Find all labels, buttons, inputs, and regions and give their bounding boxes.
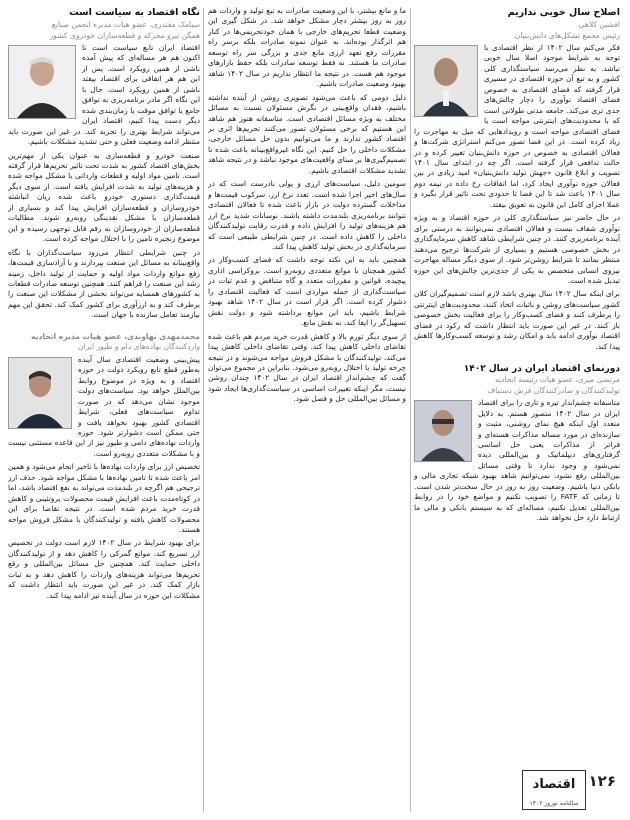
author-photo: [8, 357, 72, 429]
left-column: [8, 6, 200, 814]
article-paragraph: از سوی دیگر تورم بالا و کاهش قدرت خرید مردم هم باعث شده تقاضای داخلی کاهش پیدا کند. وقتی تقاضای داخلی کاهش پیدا می‌کند، تولیدکنندگان با مشکل فروش مواجه می‌شوند و در نتیجه چرخه تولید با اختلال روبه‌رو می‌شود. بنابراین در مجموع می‌توان گفت که چشم‌انداز اقتصاد ایران در سال ۱۴۰۲ چندان روشن نیست، مگر اینکه تغییرات اساسی در سیاست‌گذاری‌ها ایجاد شود و مسائل بین‌المللی حل و فصل شود.: [208, 331, 406, 404]
article-paragraph: در چنین شرایطی انتظار می‌رود سیاست‌گذاران با نگاه واقع‌بینانه به مسائل این صنعت بپردازند و با آزادسازی قیمت‌ها، رفع موانع واردات مواد اولیه و حمایت از تولید داخل، زمینه رشد این صنعت را فراهم کنند. همچنین توسعه صادرات قطعات به کشورهای همسایه می‌تواند بخشی از مشکلات این صنعت را برطرف کند و به ارزآوری برای کشور کمک کند. تحقق این مهم نیازمند تعامل سازنده با جهان است.: [8, 247, 200, 320]
article-affiliation: تولیدکنندگان و صادرکنندگان فرش دستباف: [487, 385, 620, 395]
portrait-image: [9, 46, 75, 118]
article-author: افشین کلاهی: [578, 20, 620, 29]
article-paragraph: همچنین باید به این نکته توجه داشت که فضای کسب‌وکار در کشور همچنان با موانع متعددی روبه‌رو است. بروکراسی اداری پیچیده، قوانین و مقررات متعدد و گاه متناقض و عدم ثبات در سیاست‌گذاری از جمله مواردی است که فعالیت اقتصادی را دشوار کرده است. اگر قرار است در سال ۱۴۰۲ شاهد بهبود شرایط باشیم، باید این موانع برداشته شود و دولت نقش تسهیل‌گر را ایفا کند، نه نقش مانع.: [208, 255, 406, 328]
article-author: سیامک مقتدری، عضو هیات مدیره انجمن صنایع: [51, 20, 200, 29]
page-footer: [414, 768, 620, 814]
author-photo: [414, 45, 478, 117]
article-paragraph: برای بهبود شرایط در سال ۱۴۰۲ لازم است دولت در تخصیص ارز تسریع کند، موانع گمرکی را کاهش دهد و از تولیدکنندگان داخلی حمایت کند. همچنین حل مسائل بین‌المللی و رفع تحریم‌ها می‌تواند هزینه‌های واردات را کاهش دهد و به ثبات بازار کمک کند. در غیر این صورت باید انتظار داشت که مشکلات این حوزه در سال آینده نیز ادامه پیدا کند.: [8, 538, 200, 600]
article-paragraph: متاسفانه چشم‌انداز تیره و تاری را برای اقتصاد ایران در سال ۱۴۰۲ متصور هستم. به دلایل متعدد اول اینکه هیچ نمای روشنی، مثبت و سازنده‌ای در مورد مساله مذاکرات هسته‌ای و فراتر از مذاکرات یعنی حل اساسی گرفتاری‌های دیپلماتیک و بین‌المللی دیده نمی‌شود و وجود ندارد تا وقتی مسائل بین‌المللی رفع نشود، نمی‌توانیم شاهد بهبود شبکه تجاری مالی و بانکی دنیا باشیم. وضعیت روز به روز در حال سخت‌تر شدن است. تا زمانی که FATF را تصویب نکنیم و مواضع خود را در روابط بین‌المللی تعدیل نکنیم، مساله‌ای که به سیستم بانکی و مالی ما ارتباط دارد حل نخواهد شد.: [414, 398, 620, 523]
article-paragraph: دلیل دومی که باعث می‌شود تصویری روشن از آینده نداشته باشیم، فقدان واقع‌بینی در نگرش مسئولان نسبت به مسائل مختلف به ویژه مسائل اقتصادی است. متاسفانه هنوز هم شاهد این هستیم که برخی مسئولان تصور می‌کنند تحریم‌ها اثری بر اقتصاد کشور ندارند و ما می‌توانیم بدون حل مسائل خارجی، مشکلات داخلی را حل کنیم. این نگاه غیرواقع‌بینانه باعث شده تا تصمیم‌گیری‌ها بر مبنای واقعیت‌های موجود نباشد و در نتیجه شاهد تشدید مشکلات اقتصادی باشیم.: [208, 92, 406, 175]
page-number: ۱۲۶: [588, 772, 616, 790]
article-paragraph: برای اینکه سال ۱۴۰۲ سال بهتری باشد لازم است تصمیم‌گیران کلان کشور سیاست‌های روشن و باثبات اتخاذ کنند، محدودیت‌های اینترنتی را برطرف کنند و فضای کسب‌وکار را برای فعالیت بخش خصوصی باز کنند. در غیر این صورت باید انتظار داشت که رکود در فضای اقتصاد نوآوری ادامه یابد و امکان رشد و توسعه کسب‌وکارها کاهش پیدا کند.: [414, 289, 620, 351]
article-affiliation: رئیس مجمع تشکل‌های دانش‌بنیان: [514, 30, 620, 40]
article-title: دورنمای اقتصاد ایران در سال ۱۴۰۲: [463, 364, 620, 375]
article-paragraph: صنعت خودرو و قطعه‌سازی به عنوان یکی از مهم‌ترین بخش‌های اقتصاد کشور به شدت تحت تاثیر تحریم‌ها قرار گرفته است. تامین مواد اولیه و قطعات وارداتی با مشکل مواجه شده و هزینه‌های تولید به شدت افزایش یافته است. از سوی دیگر قیمت‌گذاری دستوری خودرو باعث شده زیان انباشته خودروسازان و قطعه‌سازان افزایش پیدا کند و بسیاری از قطعه‌سازان با مشکل نقدینگی روبه‌رو شوند. مطالبات قطعه‌سازان از خودروسازان به رقم قابل توجهی رسیده و این موضوع زنجیره تامین را با اختلال مواجه کرده است.: [8, 150, 200, 244]
author-photo: [8, 45, 76, 119]
portrait-image: [415, 401, 471, 461]
article-paragraph: در حال حاضر نیز سیاستگذاری کلی در حوزه اقتصاد و به ویژه نوآوری شفاف نیست و فعالان اقتصادی نمی‌توانند به درستی برای آینده برنامه‌ریزی کنند. در چنین شرایطی شاهد کاهش سرمایه‌گذاری در بخش خصوصی هستیم و بسیاری از شرکت‌ها ترجیح می‌دهند منتظر بمانند تا شرایط روشن‌تر شود. از سوی دیگر مساله مهاجرت نیروی انسانی متخصص به یکی از جدی‌ترین چالش‌های این حوزه تبدیل شده است.: [414, 213, 620, 285]
logo-text: اقتصاد: [532, 777, 576, 792]
article-author: مرتضی میری، عضو هیات رئیسه اتحادیه: [494, 375, 620, 385]
article-affiliation: همگن نیرو محرکه و قطعه‌سازان خودروی کشور: [49, 30, 200, 40]
article-paragraph: ما و مانع بیشتر، با این وضعیت صادرات به تبع تولید و واردات هم روز به روز بیشتر دچار مشکل خواهد شد. در شکل گیری این وضعیت قطعا تحریم‌های خارجی با همان خودتحریمی‌ها در کنار هم اثرگذار بوده‌اند. به عنوان نمونه صادرات بلکه برسر راه مقررات رفع تعهد ارزی مانع جدی و بزرگی سر راه توسعه صادرات ما هستند. نه فقط توسعه صادرات بلکه حفظ بازارهای موجود هم هست. در نتیجه ما انتظار نداریم در سال ۱۴۰۲ شاهد بهبود وضعیت صادرات باشیم.: [208, 6, 406, 89]
author-photo: [414, 400, 472, 462]
article-title: نگاه اقتصاد به سیاست است: [69, 7, 200, 18]
article-paragraph: تخصیص ارز برای واردات نهاده‌ها با تاخیر انجام می‌شود و همین امر باعث شده تا تامین نهاده‌ها با مشکل مواجه شود. حذف ارز ترجیحی هم اگرچه در بلندمدت می‌تواند به نفع اقتصاد باشد، اما در کوتاه‌مدت باعث افزایش قیمت محصولات پروتئینی و کاهش قدرت خرید مردم شده است. در نتیجه تقاضا برای این محصولات کاهش یافته و تولیدکنندگان با مشکل فروش مواجه هستند.: [8, 462, 200, 535]
portrait-image: [415, 46, 477, 116]
article-affiliation: واردکنندگان نهاده‌های دام و طیور ایران: [77, 342, 200, 352]
portrait-image: [9, 358, 71, 428]
article-paragraph: فکر می‌کنم سال ۱۴۰۲ از نظر اقتصادی با توجه به شرایط موجود اصلا سال خوبی نباشد. به نظر می‌رسد سیاستگذاری کلی کشور و به تبع آن حوزه اقتصادی در مسیری قرار گرفته که فضای اقتصادی به خصوص فضای اقتصاد نوآوری را دچار چالش‌های جدی تری می‌کند. جامعه مدتی طولانی است که با محدودیت‌های اینترنتی مواجه است یا فضای اقتصادی مواجه است و رویدادهایی که میل به مهاجرت را زیاد کرده است. در این فضا تصور می‌کنم استراتژی شرکت‌ها و فعالان اقتصادی به خصوص در حوزه دانش‌بنیان تغییر کرده و در حالت تدافعی قرار گرفته است. اگر چه در ابتدای سال ۱۴۰۱ تصویب و ابلاغ قانون «جهش تولید دانش‌بنیان» امید زیادی در بین فعالان حوزه نوآوری ایجاد کرد، اما اتفاقات رخ داده در نیمه دوم سال ۱۴۰۱ باعث شد تا این فضا تا حدودی تحت تاثیر قرار بگیرد و عملا اجرای کامل این قانون به تعویق بیفتد.: [414, 43, 620, 209]
issue-label: سالنامه نوروز ۱۴۰۲: [529, 800, 579, 807]
article-paragraph: سومین دلیل، سیاست‌های ارزی و پولی نادرست است که در سال‌های اخیر اجرا شده است. تعدد نرخ ارز، سرکوب قیمت‌ها و مداخلات گسترده دولت در بازار باعث شده تا فعالان اقتصادی نتوانند برنامه‌ریزی بلندمدت داشته باشند. نوسانات شدید نرخ ارز هم هزینه‌های تولید را افزایش داده و قدرت رقابت تولیدکنندگان داخلی را کاهش داده است. در چنین شرایطی طبیعی است که سرمایه‌گذاری در بخش تولید کاهش پیدا کند.: [208, 179, 406, 251]
middle-column: [208, 6, 406, 814]
article-author: محمدمهدی نهاوندی، عضو هیات مدیره اتحادیه: [30, 331, 200, 341]
article-title: اصلاح سال خوبی نداریم: [507, 7, 620, 18]
right-column: [414, 6, 620, 762]
magazine-logo: [522, 770, 586, 810]
article-paragraph: پیش‌بینی وضعیت اقتصادی سال آینده به‌طور قطع تابع رویکرد دولت در حوزه اقتصاد و به ویژه در موضوع روابط بین‌الملل خواهد بود. سیاست‌های دولت موجود نشان می‌دهد که در صورت تداوم سیاست‌های فعلی، شرایط اقتصادی کشور بهبود نخواهد یافت و حتی ممکن است دشوارتر شود. حوزه واردات نهاده‌های دامی و طیور نیز از این قاعده مستثنی نیست و با مشکلات متعددی روبه‌رو است.: [8, 354, 200, 458]
article-paragraph: اقتصاد ایران تابع سیاست است تا اکنون هم هر مساله‌ای که پیش آمده ناشی از همین رویکرد است. پس از این هم هر اتفاقی برای اقتصاد بیفتد ناشی از همین رویکرد است. حال با این نگاه اگر مادر برنامه‌ریزی به توافق جامع یا توافق موقت یا زمان‌بندی شده دیگر دست پیدا کنیم، اقتصاد ایران می‌تواند شرایط بهتری را تجربه کند. در غیر این صورت باید منتظر ادامه وضعیت فعلی و حتی تشدید مشکلات باشیم.: [8, 43, 200, 147]
